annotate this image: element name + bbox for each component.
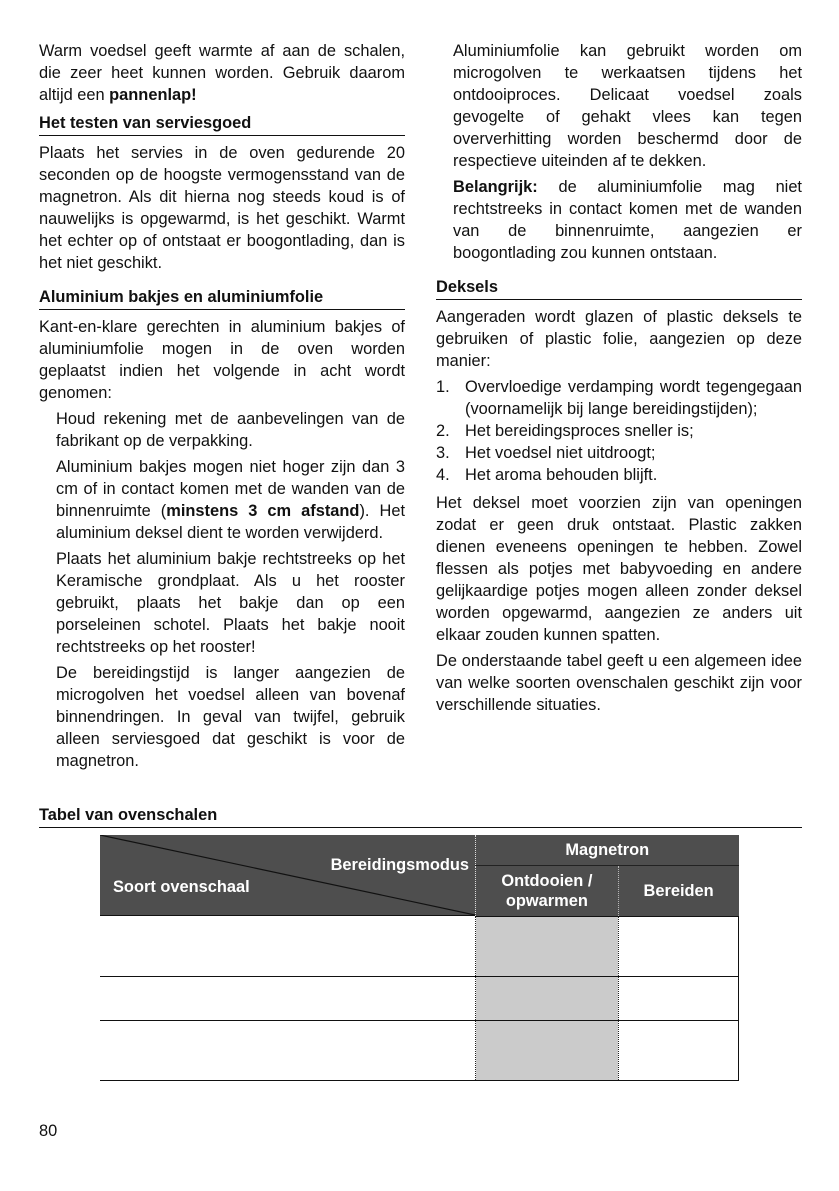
- intro-bold: pannenlap!: [109, 86, 197, 104]
- header-cook: Bereiden: [618, 866, 738, 916]
- lids-paragraph-1: Het deksel moet voorzien zijn van openingen zodat er geen druk ontstaat. Plastic zakken dienen eveneens openingen te hebben. Zowel flessen als potjes met babyvoeding en andere gelijkaardige potjes mogen alleen zonder deksel worden opgewarmd, aangezien ze anders uit elkaar zouden kunnen spatten.: [436, 494, 802, 644]
- table-row: [100, 916, 739, 976]
- left-column: [39, 40, 405, 776]
- cell-defrost: [476, 916, 619, 976]
- header-defrost: Ontdooien / opwarmen: [476, 866, 619, 916]
- aluminium-point-2: Aluminium bakjes mogen niet hoger zijn dan 3 cm of in contact komen met de wanden van de binnenruimte (minstens 3 cm afstand). Het aluminium deksel dient te worden verwijderd.: [56, 458, 405, 542]
- aluminium-point-1: Houd rekening met de aanbevelingen van de fabrikant op de verpakking.: [56, 410, 405, 450]
- lids-intro: Aangeraden wordt glazen of plastic deksels te gebruiken of plastic folie, aangezien op deze manier:: [436, 308, 802, 370]
- diagonal-header-cell: [100, 835, 476, 916]
- lids-paragraph-2: De onderstaande tabel geeft u een algemeen idee van welke soorten ovenschalen geschikt zijn voor verschillende situaties.: [436, 652, 802, 714]
- aluminium-point-4: De bereidingstijd is langer aangezien de microgolven het voedsel alleen van bovenaf binnendringen. In geval van twijfel, gebruik alleen serviesgoed dat geschikt is voor de magnetron.: [56, 664, 405, 770]
- header-mode-label: Bereidingsmodus: [330, 856, 469, 874]
- heading-aluminium: Aluminium bakjes en aluminiumfolie: [39, 286, 405, 310]
- cell-defrost: [476, 976, 619, 1020]
- table-title: Tabel van ovenschalen: [39, 804, 802, 828]
- table-row: [100, 976, 739, 1020]
- header-type-label: Soort ovenschaal: [113, 878, 250, 896]
- cell-cook: [618, 1020, 738, 1080]
- heading-testing: Het testen van serviesgoed: [39, 112, 405, 136]
- cell-type: [100, 916, 476, 976]
- important-note: Belangrijk: de aluminiumfolie mag niet rechtstreeks in contact komen met de wanden van de binnenruimte, aangezien er boogontlading zou kunnen ontstaan.: [453, 178, 802, 262]
- ovenware-table: [100, 835, 739, 1081]
- list-item: 3. Het voedsel niet uitdroogt;: [436, 444, 656, 462]
- right-column: [436, 40, 802, 720]
- foil-paragraph: Aluminiumfolie kan gebruikt worden om microgolven te werkaatsen tijdens het ontdooiproces. Delicaat voedsel zoals gevogelte of gehakt vlees kan tegen oververhitting worden beschermd door de respectieve uiteinden af te dekken.: [453, 42, 802, 170]
- important-label: Belangrijk:: [453, 178, 538, 196]
- table-row: [100, 1020, 739, 1080]
- cell-type: [100, 976, 476, 1020]
- cell-cook: [618, 976, 738, 1020]
- cell-type: [100, 1020, 476, 1080]
- aluminium-intro: Kant-en-klare gerechten in aluminium bakjes of aluminiumfolie mogen in de oven worden geplaatst indien het volgende in acht wordt genomen:: [39, 318, 405, 402]
- cell-cook: [618, 916, 738, 976]
- header-magnetron: Magnetron: [476, 835, 739, 866]
- list-item: 2. Het bereidingsproces sneller is;: [436, 422, 694, 440]
- list-item: 4. Het aroma behouden blijft.: [436, 466, 658, 484]
- page-number: 80: [39, 1122, 58, 1140]
- lids-benefits-list: [436, 376, 802, 486]
- aluminium-point-3: Plaats het aluminium bakje rechtstreeks op het Keramische grondplaat. Als u het rooster gebruikt, plaats het bakje dan op een porseleinen schotel. Plaats het bakje nooit rechtstreeks op het rooster!: [56, 550, 405, 656]
- testing-paragraph: Plaats het servies in de oven gedurende 20 seconden op de hoogste vermogensstand van de magnetron. Als dit hierna nog steeds koud is of nauwelijks is opgewarmd, is het geschikt. Warmt het echter op of ontstaat er boogontlading, dan is het niet geschikt.: [39, 144, 405, 272]
- cell-defrost: [476, 1020, 619, 1080]
- heading-lids: Deksels: [436, 276, 802, 300]
- list-item: 1. Overvloedige verdamping wordt tegengegaan (voornamelijk bij lange bereidingstijden);: [436, 378, 802, 418]
- intro-paragraph: Warm voedsel geeft warmte af aan de schalen, die zeer heet kunnen worden. Gebruik daarom altijd een pannenlap!: [39, 42, 405, 104]
